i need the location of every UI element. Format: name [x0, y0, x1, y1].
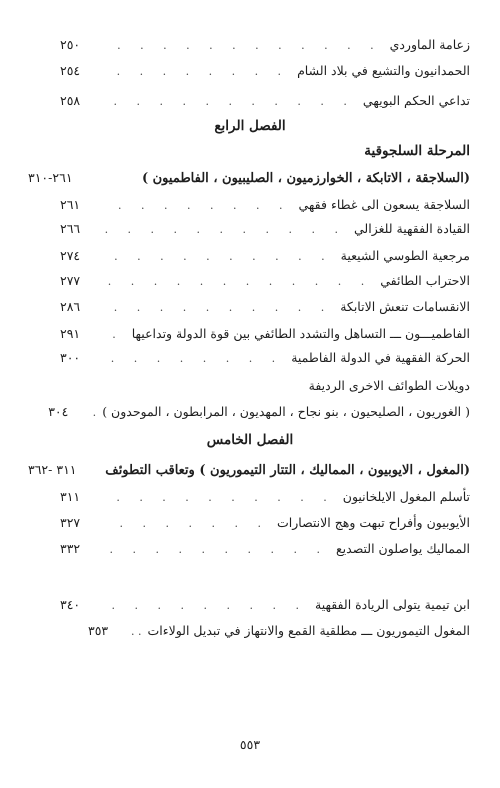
toc-entry-page: ٢٩١ [60, 326, 81, 341]
chapter-header-pages: ٣١١ -٣٦٢ [28, 462, 77, 477]
chapter-header-pages: ٢٦١-٣١٠ [28, 170, 73, 185]
leader-dots [102, 38, 390, 54]
chapter-title: الفصل الخامس [206, 432, 294, 448]
chapter-header-line [28, 170, 470, 187]
toc-entry [60, 273, 470, 290]
leader-dots [102, 542, 336, 558]
toc-entry [60, 489, 470, 506]
toc-entry-page: ٢٥٠ [60, 37, 81, 52]
minor-states-title: دويلات الطوائف الاخرى الرديفة [308, 378, 470, 393]
toc-entry-title: ابن تيمية يتولى الريادة الفقهية [315, 597, 470, 612]
toc-entry-title: المغول التيموريون ـــ مطلقية القمع والانتهاز في تبديل الولاءات [147, 623, 470, 638]
toc-entry [88, 623, 470, 640]
leader-dots [102, 490, 343, 506]
toc-entry-title: الحمدانيون والتشيع في بلاد الشام [297, 63, 470, 78]
toc-entry [60, 221, 470, 238]
toc-entry-title: ( الغوريون ، الصليحيون ، بنو نجاح ، المهديون ، المرابطون ، الموحدون ) [102, 404, 470, 419]
chapter-title: الفصل الرابع [214, 118, 286, 134]
leader-dots [102, 598, 315, 614]
toc-entry-title: المماليك يواصلون التصديع [336, 541, 470, 556]
section-title: المرحلة السلجوقية [364, 143, 470, 159]
toc-entry-title: السلاجقة يسعون الى غطاء فقهي [298, 197, 470, 212]
toc-entry [60, 515, 470, 532]
leader-dots [102, 300, 340, 316]
toc-entry [60, 248, 470, 265]
toc-entry-title: الانقسامات تنعش الاتابكة [340, 299, 470, 314]
toc-entry-page: ٣١١ [60, 489, 81, 504]
toc-entry-title: تداعي الحكم البويهي [362, 93, 470, 108]
toc-entry-page: ٢٨٦ [60, 299, 81, 314]
toc-entry-page: ٢٧٤ [60, 248, 81, 263]
toc-entry-page: ٣٣٢ [60, 541, 81, 556]
leader-dots [102, 516, 277, 532]
leader-dots [102, 94, 363, 110]
toc-entry-title: زعامة الماوردي [389, 37, 470, 52]
toc-entry-page: ٢٦٦ [60, 221, 81, 236]
toc-entry [60, 597, 470, 614]
toc-entry [60, 93, 470, 110]
toc-entry-page: ٣٢٧ [60, 515, 81, 530]
leader-dots [130, 624, 147, 640]
toc-entry-title: الفاطميـــون ـــ التساهل والتشدد الطائفي بين قوة الدولة وتداعيها [131, 326, 470, 341]
toc-entry [60, 326, 470, 343]
leader-dots [102, 351, 291, 367]
toc-entry-page: ٣٤٠ [60, 597, 81, 612]
toc-entry [60, 299, 470, 316]
leader-dots [102, 222, 354, 238]
toc-entry-page: ٢٥٤ [60, 63, 81, 78]
toc-entry [48, 404, 470, 421]
toc-entry [60, 541, 470, 558]
toc-entry-page: ٣٥٣ [88, 623, 109, 638]
leader-dots [102, 64, 297, 80]
toc-entry-page: ٢٥٨ [60, 93, 81, 108]
leader-dots [102, 327, 132, 343]
chapter-header-text: (المغول ، الايوبيون ، المماليك ، التتار التيموريون ) وتعاقب التطوئف [105, 463, 470, 478]
chapter-header-text: (السلاجقة ، الاتابكة ، الخوارزميون ، الصليبيون ، الفاطميون ) [141, 171, 470, 186]
toc-entry-page: ٢٧٧ [60, 273, 81, 288]
toc-entry-title: القيادة الفقهية للغزالي [354, 221, 470, 236]
toc-entry [60, 37, 470, 54]
leader-dots [102, 274, 380, 290]
leader-dots [102, 198, 299, 214]
toc-entry-title: الاحتراب الطائفي [380, 273, 470, 288]
chapter-header-line [28, 462, 470, 479]
toc-entry-title: الحركة الفقهية في الدولة الفاطمية [291, 350, 470, 365]
toc-entry-title: مرجعية الطوسي الشيعية [340, 248, 470, 263]
leader-dots [90, 405, 102, 421]
toc-entry [60, 350, 470, 367]
toc-entry-title: تأسلم المغول الايلخانيون [342, 489, 470, 504]
page-number: ٥٥٣ [239, 737, 261, 752]
toc-entry [60, 197, 470, 214]
toc-entry-page: ٢٦١ [60, 197, 81, 212]
toc-entry-page: ٣٠٠ [60, 350, 81, 365]
leader-dots [102, 249, 341, 265]
toc-entry-page: ٣٠٤ [48, 404, 69, 419]
toc-entry-title: الأيوبيون وأفراح تبهت وهج الانتصارات [276, 515, 470, 530]
toc-entry [60, 63, 470, 80]
